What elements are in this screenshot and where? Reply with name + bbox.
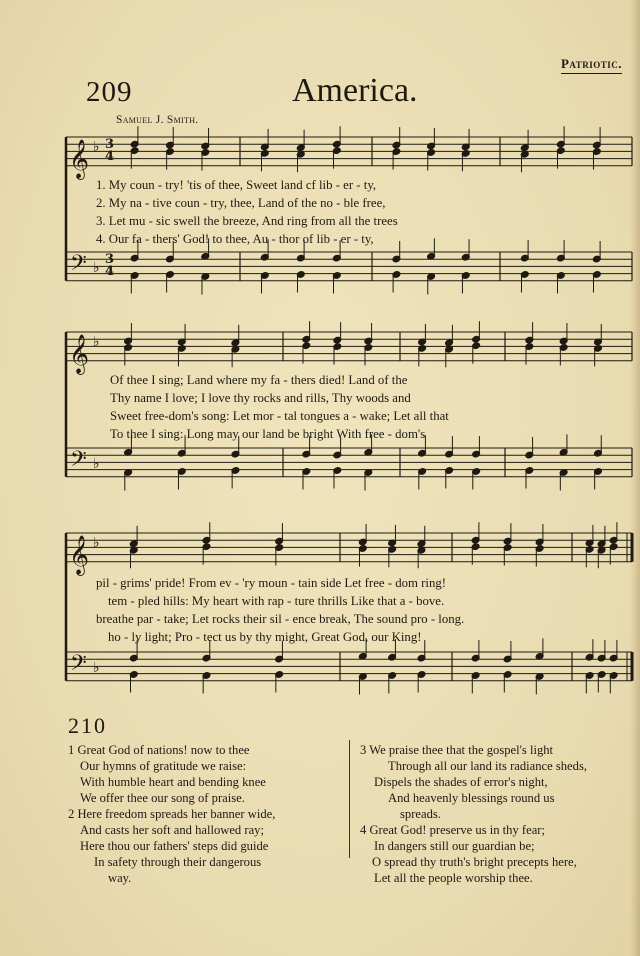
clef-symbol: 𝄢	[70, 447, 87, 477]
time-signature: 4	[105, 149, 115, 164]
stanza-line: We offer thee our song of praise.	[80, 791, 245, 805]
time-signature: 3	[105, 252, 115, 267]
stanza-line: And casts her soft and hallowed ray;	[80, 823, 264, 837]
lyric-line: Of thee I sing; Land where my fa - thers died! Land of the	[110, 373, 408, 387]
stanza-line: way.	[108, 871, 132, 885]
lyric-line: 3. Let mu - sic swell the breeze, And ring from all the trees	[96, 214, 398, 228]
time-signature: 3	[105, 137, 115, 152]
stanza-line: spreads.	[400, 807, 441, 821]
column-divider	[349, 740, 350, 858]
flat-sign: ♭	[93, 139, 100, 155]
lyric-line: To thee I sing: Long may our land be bright With free - dom's	[110, 427, 426, 441]
hymn-number: 209	[86, 76, 133, 108]
stanza-line: Dispels the shades of error's night,	[374, 775, 548, 789]
flat-sign: ♭	[93, 535, 100, 551]
lyric-line: Sweet free-dom's song: Let mor - tal tongues a - wake; Let all that	[110, 409, 449, 423]
lyric-line: 2. My na - tive coun - try, thee, Land of the no - ble free,	[96, 196, 386, 210]
lyric-line: breathe par - take; Let rocks their sil - ence break, The sound pro - long.	[96, 612, 465, 626]
hymn-number-210: 210	[68, 713, 107, 738]
stanza-line: And heavenly blessings round us	[388, 791, 555, 805]
category-heading: Patriotic.	[561, 56, 622, 74]
lyric-line: 4. Our fa - thers' God! to thee, Au - thor of lib - er - ty,	[96, 232, 374, 246]
flat-sign: ♭	[93, 260, 100, 276]
stanza-line: O spread thy truth's bright precepts here,	[372, 855, 577, 869]
stanza	[360, 742, 587, 822]
flat-sign: ♭	[93, 660, 100, 676]
time-signature: 4	[105, 264, 115, 279]
clef-symbol: 𝄞	[69, 334, 90, 374]
stanza-line: 3 We praise thee that the gospel's light	[360, 743, 554, 757]
stanza-line: In dangers still our guardian be;	[374, 839, 535, 853]
stanza	[68, 806, 275, 886]
hymn-title: America.	[292, 72, 418, 109]
clef-symbol: 𝄢	[70, 251, 87, 281]
stanza	[68, 742, 266, 806]
clef-symbol: 𝄞	[69, 139, 90, 179]
hymn-author: Samuel J. Smith.	[116, 114, 199, 126]
clef-symbol: 𝄞	[69, 535, 90, 575]
lyric-line: 1. My coun - try! 'tis of thee, Sweet land cf lib - er - ty,	[96, 178, 377, 192]
stanza	[360, 822, 577, 886]
stanza-line: Let all the people worship thee.	[374, 871, 533, 885]
lyric-line: tem - pled hills: My heart with rap - ture thrills Like that a - bove.	[108, 594, 445, 608]
stanza-line: Through all our land its radiance sheds,	[388, 759, 587, 773]
stanza-line: 4 Great God! preserve us in thy fear;	[360, 823, 545, 837]
flat-sign: ♭	[93, 334, 100, 350]
lyric-line: ho - ly light; Pro - tect us by thy might, Great God, our King!	[108, 630, 422, 644]
lyric-line: Thy name I love; I love thy rocks and rills, Thy woods and	[110, 391, 411, 405]
stanza-line: 1 Great God of nations! now to thee	[68, 743, 250, 757]
flat-sign: ♭	[93, 456, 100, 472]
stanza-line: Our hymns of gratitude we raise:	[80, 759, 247, 773]
stanza-line: With humble heart and bending knee	[80, 775, 266, 789]
lyric-line: pil - grims' pride! From ev - 'ry moun - tain side Let free - dom ring!	[96, 576, 447, 590]
clef-symbol: 𝄢	[70, 651, 87, 681]
stanza-line: Here thou our fathers' steps did guide	[80, 839, 269, 853]
stanza-line: 2 Here freedom spreads her banner wide,	[68, 807, 276, 821]
stanza-line: In safety through their dangerous	[94, 855, 262, 869]
